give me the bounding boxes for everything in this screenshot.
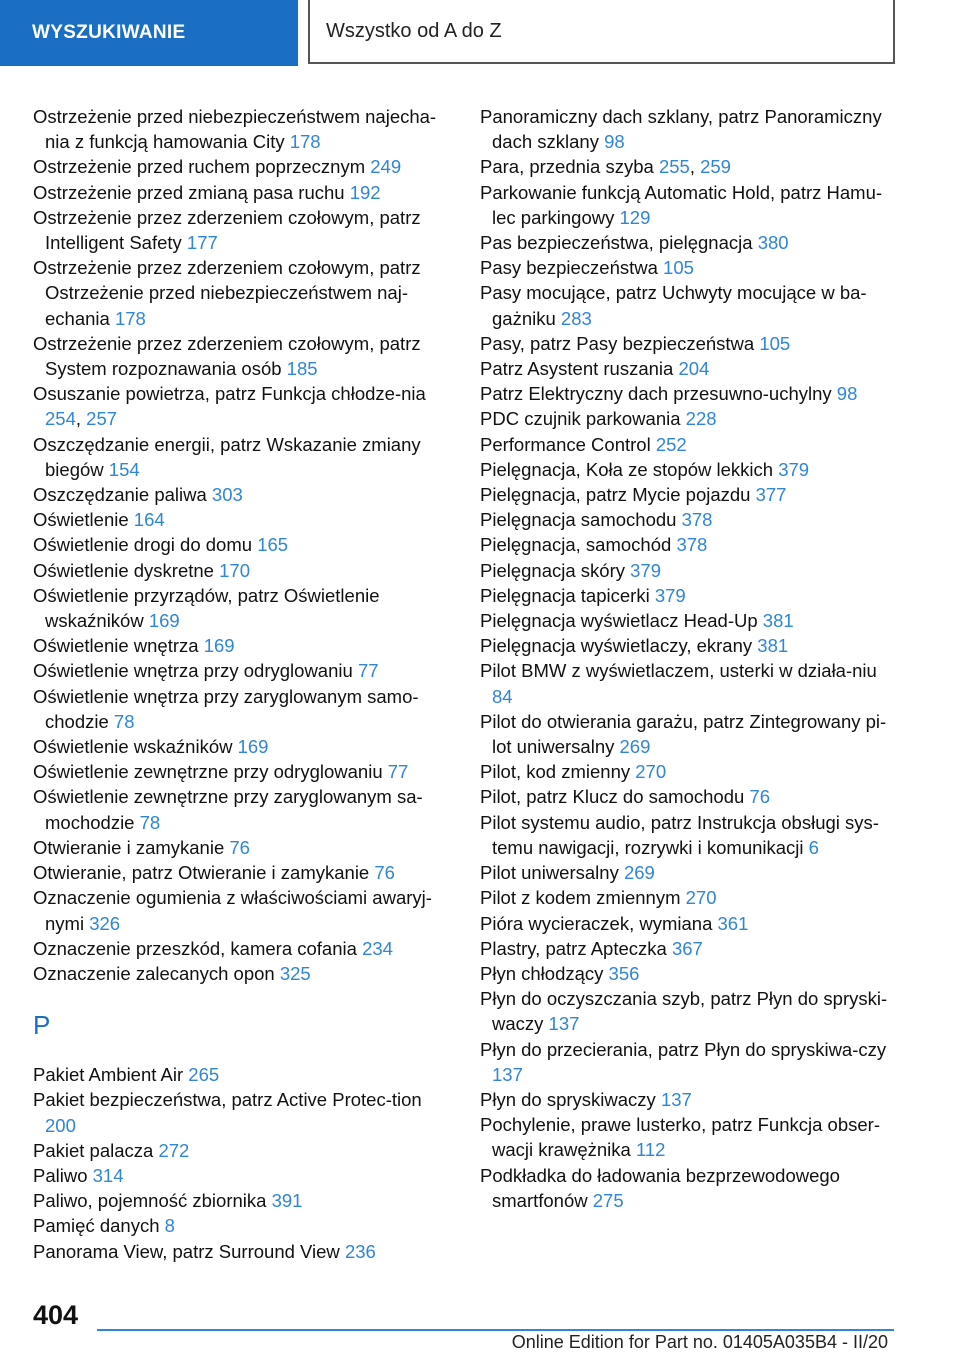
entry-term: Oświetlenie wnętrza (33, 635, 199, 657)
page-link[interactable]: 185 (286, 358, 318, 380)
index-entry (480, 558, 900, 583)
edition-note: Online Edition for Part no. 01405A035B4 - II/20 (511, 1332, 888, 1352)
entry-term: Płyn do przecierania, patrz Płyn do spryskiwa-czy (480, 1038, 887, 1060)
index-entry (33, 835, 453, 860)
page-link[interactable]: 192 (349, 181, 381, 203)
index-entry (33, 734, 453, 759)
index-entry (480, 810, 900, 860)
entry-term: Paliwo, pojemność zbiornika (33, 1190, 267, 1212)
page-link[interactable]: 378 (681, 509, 713, 531)
entry-term: Parkowanie funkcją Automatic Hold, patrz Hamu-lec parkingowy (480, 181, 883, 228)
index-entry (33, 1062, 453, 1087)
index-entry (480, 532, 900, 557)
entry-term: Oświetlenie zewnętrzne przy zaryglowanym sa-mochodzie (33, 786, 423, 833)
index-entry (33, 583, 453, 633)
entry-term: Podkładka do ładowania bezprzewodowego smartfonów (480, 1164, 840, 1211)
index-entry (480, 507, 900, 532)
page-link[interactable]: 8 (164, 1215, 175, 1237)
entry-term: Pielęgnacja wyświetlacz Head-Up (480, 610, 758, 632)
entry-term: Pielęgnacja wyświetlaczy, ekrany (480, 635, 753, 657)
index-entry (480, 583, 900, 608)
index-entry (480, 180, 900, 230)
entry-term: Plastry, patrz Apteczka (480, 937, 667, 959)
entry-term: Paliwo (33, 1164, 88, 1186)
page-link[interactable]: 228 (685, 408, 717, 430)
entry-term: Oświetlenie zewnętrzne przy odryglowaniu (33, 761, 383, 783)
index-list-p-continued (480, 104, 900, 1213)
entry-term: Oświetlenie dyskretne (33, 559, 214, 581)
page-link[interactable]: 380 (757, 232, 789, 254)
entry-term: Pilot systemu audio, patrz Instrukcja obsługi sys-temu nawigacji, rozrywki i komunikacji (480, 811, 879, 858)
index-entry (480, 482, 900, 507)
page-link[interactable]: 98 (836, 383, 858, 405)
entry-term: Osuszanie powietrza, patrz Funkcja chłodze-nia (33, 383, 426, 405)
entry-term: Pakiet Ambient Air (33, 1064, 184, 1086)
page-link[interactable]: 105 (663, 257, 694, 279)
entry-term: Płyn do spryskiwaczy (480, 1088, 656, 1110)
entry-term: Pakiet bezpieczeństwa, patrz Active Protec-tion (33, 1089, 422, 1111)
entry-term: Pielęgnacja skóry (480, 559, 625, 581)
entry-term: Pilot BMW z wyświetlaczem, usterki w działa-niu (480, 660, 877, 682)
entry-term: Oznaczenie ogumienia z właściwościami awaryj-nymi (33, 887, 432, 934)
entry-term: Para, przednia szyba (480, 156, 654, 178)
index-entry (33, 180, 453, 205)
index-entry (33, 658, 453, 683)
entry-term: Pilot z kodem zmiennym (480, 887, 681, 909)
page-link[interactable]: 169 (148, 610, 180, 632)
page-link[interactable]: 76 (374, 862, 395, 884)
index-entry (33, 255, 453, 331)
entry-term: Patrz Elektryczny dach przesuwno-uchylny (480, 383, 832, 405)
page-link[interactable]: 255 (658, 156, 690, 178)
entry-term: Oszczędzanie energii, patrz Wskazanie zmiany biegów (33, 433, 421, 480)
tab-search[interactable]: WYSZUKIWANIE (0, 0, 298, 66)
index-entry: Para, przednia szyba 255, 259 (480, 156, 731, 178)
index-entry (480, 1087, 900, 1112)
index-entry (33, 331, 453, 381)
page-link[interactable]: 356 (608, 962, 640, 984)
entry-term: Panoramiczny dach szklany, patrz Panoramiczny dach szklany (480, 106, 882, 153)
entry-term: Pakiet palacza (33, 1139, 154, 1161)
page-link[interactable]: 326 (89, 912, 121, 934)
entry-term: Pilot uniwersalny (480, 862, 619, 884)
page-link[interactable]: 270 (635, 761, 667, 783)
page-link[interactable]: 325 (279, 962, 311, 984)
entry-term: Ostrzeżenie przez zderzeniem czołowym, patrz Intelligent Safety (33, 206, 421, 254)
index-entry (480, 331, 900, 356)
index-entry (480, 709, 900, 759)
index-entry (33, 860, 453, 885)
entry-term: Pielęgnacja, patrz Mycie pojazdu (480, 484, 751, 506)
index-entry (33, 885, 453, 935)
entry-term: Pasy, patrz Pasy bezpieczeństwa (480, 332, 755, 354)
header-bar (0, 0, 960, 66)
index-entry (33, 759, 453, 784)
index-entry (33, 1138, 453, 1163)
page-link[interactable]: 391 (271, 1190, 303, 1212)
index-entry (480, 608, 900, 633)
page-link[interactable]: 112 (635, 1139, 666, 1161)
entry-term: Oszczędzanie paliwa (33, 484, 207, 506)
page-link[interactable]: 272 (158, 1139, 190, 1161)
page-link[interactable]: 178 (289, 131, 321, 153)
page-link[interactable]: 76 (749, 786, 770, 808)
page-link[interactable]: 265 (188, 1064, 220, 1086)
page-link[interactable]: 105 (759, 332, 791, 354)
page-link[interactable]: 249 (370, 156, 402, 178)
index-entry (480, 961, 900, 986)
index-entry (33, 1087, 453, 1137)
entry-term: Płyn chłodzący (480, 962, 604, 984)
index-entry (33, 936, 453, 961)
entry-term: Patrz Asystent ruszania (480, 358, 674, 380)
index-entry (33, 684, 453, 734)
entry-term: PDC czujnik parkowania (480, 408, 681, 430)
index-entry (480, 255, 900, 280)
index-entry (480, 432, 900, 457)
page-link[interactable]: 98 (604, 131, 625, 153)
entry-term: Pamięć danych (33, 1215, 160, 1237)
page-link[interactable]: 200 (45, 1114, 76, 1136)
page-link[interactable]: 252 (655, 433, 687, 455)
page-link[interactable]: 379 (654, 584, 686, 606)
page-link[interactable]: 137 (548, 1013, 580, 1035)
page-link[interactable]: 234 (362, 937, 393, 959)
page-link[interactable]: 257 (86, 408, 118, 430)
index-column-right (480, 104, 900, 1213)
index-entry (33, 205, 453, 255)
page-link[interactable]: 178 (114, 307, 146, 329)
entry-term: Pielęgnacja samochodu (480, 509, 677, 531)
index-list-o (33, 104, 453, 986)
index-entry (480, 658, 900, 708)
index-entry (33, 1163, 453, 1188)
page-link[interactable]: 314 (92, 1164, 124, 1186)
index-entry (33, 104, 453, 154)
page-link[interactable]: 361 (717, 912, 749, 934)
entry-term: Pochylenie, prawe lusterko, patrz Funkcja obser-wacji krawężnika (480, 1114, 880, 1161)
page-link[interactable]: 137 (492, 1063, 523, 1085)
index-entry (480, 784, 900, 809)
page-link[interactable]: 254 (45, 408, 76, 430)
entry-term: Oświetlenie wskaźników (33, 736, 233, 758)
page-link[interactable]: 236 (344, 1240, 376, 1262)
index-entry (480, 885, 900, 910)
page-link[interactable]: 164 (133, 509, 165, 531)
index-entry (480, 633, 900, 658)
entry-term: Pasy mocujące, patrz Uchwyty mocujące w ba-gażniku (480, 282, 867, 329)
index-entry (33, 432, 453, 482)
index-entry (33, 1188, 453, 1213)
index-list-p (33, 1062, 453, 1264)
page-link[interactable]: 78 (139, 811, 161, 833)
entry-term: Ostrzeżenie przez zderzeniem czołowym, patrz System rozpoznawania osób (33, 332, 421, 380)
page-link[interactable]: 129 (619, 206, 651, 228)
entry-term: Pielęgnacja, Koła ze stopów lekkich (480, 458, 774, 480)
index-entry (33, 558, 453, 583)
entry-term: Oznaczenie zalecanych opon (33, 962, 275, 984)
page-link[interactable]: 367 (671, 937, 703, 959)
entry-term: Ostrzeżenie przed zmianą pasa ruchu (33, 181, 345, 203)
entry-term: Oświetlenie wnętrza przy zaryglowanym samo-chodzie (33, 685, 419, 732)
entry-term: Otwieranie i zamykanie (33, 836, 225, 858)
entry-term: Oświetlenie wnętrza przy odryglowaniu (33, 660, 353, 682)
index-entry (480, 986, 900, 1036)
entry-term: Oświetlenie (33, 509, 129, 531)
page-link[interactable]: 170 (219, 559, 250, 581)
page-link[interactable]: 381 (757, 635, 789, 657)
page-link[interactable]: 269 (623, 862, 655, 884)
page-link[interactable]: 6 (808, 836, 819, 858)
index-entry (33, 482, 453, 507)
index-entry (33, 532, 453, 557)
index-entry (33, 154, 453, 179)
entry-term: Oświetlenie drogi do domu (33, 534, 253, 556)
index-entry (33, 1239, 453, 1264)
page-link[interactable]: 76 (229, 836, 250, 858)
page-link[interactable]: 269 (619, 736, 651, 758)
page-link[interactable]: 379 (630, 559, 662, 581)
entry-term: Pilot do otwierania garażu, patrz Zintegrowany pi-lot uniwersalny (480, 710, 887, 758)
entry-term: Pielęgnacja tapicerki (480, 584, 650, 606)
section-title: Wszystko od A do Z (310, 0, 895, 64)
index-entry (480, 457, 900, 482)
index-entry (480, 759, 900, 784)
page-link[interactable]: 169 (203, 635, 235, 657)
entry-term: Oznaczenie przeszkód, kamera cofania (33, 937, 357, 959)
index-column-left (33, 104, 453, 1264)
section-letter: P (33, 1010, 51, 1041)
index-entry (33, 1213, 453, 1238)
page-link[interactable]: 378 (676, 534, 708, 556)
page-number: 404 (33, 1300, 79, 1330)
page-link[interactable]: 77 (387, 761, 409, 783)
index-entry (480, 1037, 900, 1087)
index-entry (33, 507, 453, 532)
entry-term: Pilot, patrz Klucz do samochodu (480, 786, 745, 808)
index-entry: Osuszanie powietrza, patrz Funkcja chłodze-nia 254, 257 (33, 383, 426, 430)
entry-term: Płyn do oczyszczania szyb, patrz Płyn do spryski-waczy (480, 988, 888, 1035)
entry-term: Pióra wycieraczek, wymiana (480, 912, 713, 934)
page-link[interactable]: 77 (357, 660, 379, 682)
index-entry (480, 230, 900, 255)
index-entry (480, 860, 900, 885)
page-link[interactable]: 283 (560, 307, 592, 329)
page-link[interactable]: 137 (660, 1088, 692, 1110)
entry-term: Otwieranie, patrz Otwieranie i zamykanie (33, 862, 370, 884)
page-link[interactable]: 259 (700, 156, 731, 178)
entry-term: Pielęgnacja, samochód (480, 534, 672, 556)
footer-divider (97, 1329, 894, 1331)
entry-term: Performance Control (480, 433, 651, 455)
page-link[interactable]: 154 (108, 458, 140, 480)
page-link[interactable]: 177 (186, 232, 218, 254)
entry-term: Pasy bezpieczeństwa (480, 257, 658, 279)
page-link[interactable]: 270 (685, 887, 717, 909)
page-link[interactable]: 84 (492, 685, 513, 707)
index-entry (480, 104, 900, 154)
page-link[interactable]: 381 (762, 610, 794, 632)
entry-term: Ostrzeżenie przez zderzeniem czołowym, patrz Ostrzeżenie przed niebezpieczeństwem naj-echania (33, 257, 421, 329)
index-entry (33, 784, 453, 834)
page-link[interactable]: 169 (237, 736, 269, 758)
index-entry (480, 911, 900, 936)
entry-term: Pas bezpieczeństwa, pielęgnacja (480, 232, 753, 254)
page-link[interactable]: 78 (113, 710, 135, 732)
index-entry (480, 1163, 900, 1213)
entry-term: Oświetlenie przyrządów, patrz Oświetlenie wskaźników (33, 584, 380, 632)
entry-term: Panorama View, patrz Surround View (33, 1240, 340, 1262)
index-entry (480, 381, 900, 406)
entry-term: Ostrzeżenie przed ruchem poprzecznym (33, 156, 366, 178)
page-link[interactable]: 165 (257, 534, 289, 556)
page-link[interactable]: 379 (778, 458, 810, 480)
index-entry (33, 633, 453, 658)
page-link[interactable]: 303 (211, 484, 243, 506)
index-entry (480, 1112, 900, 1162)
index-entry (33, 961, 453, 986)
index-entry (480, 280, 900, 330)
index-entry (480, 356, 900, 381)
entry-term: Pilot, kod zmienny (480, 761, 631, 783)
entry-term: Ostrzeżenie przed niebezpieczeństwem najecha-nia z funkcją hamowania City (33, 106, 437, 153)
page-link[interactable]: 275 (592, 1189, 624, 1211)
index-entry (480, 936, 900, 961)
page-link[interactable]: 204 (678, 358, 710, 380)
index-entry (480, 406, 900, 431)
page-link[interactable]: 377 (755, 484, 787, 506)
